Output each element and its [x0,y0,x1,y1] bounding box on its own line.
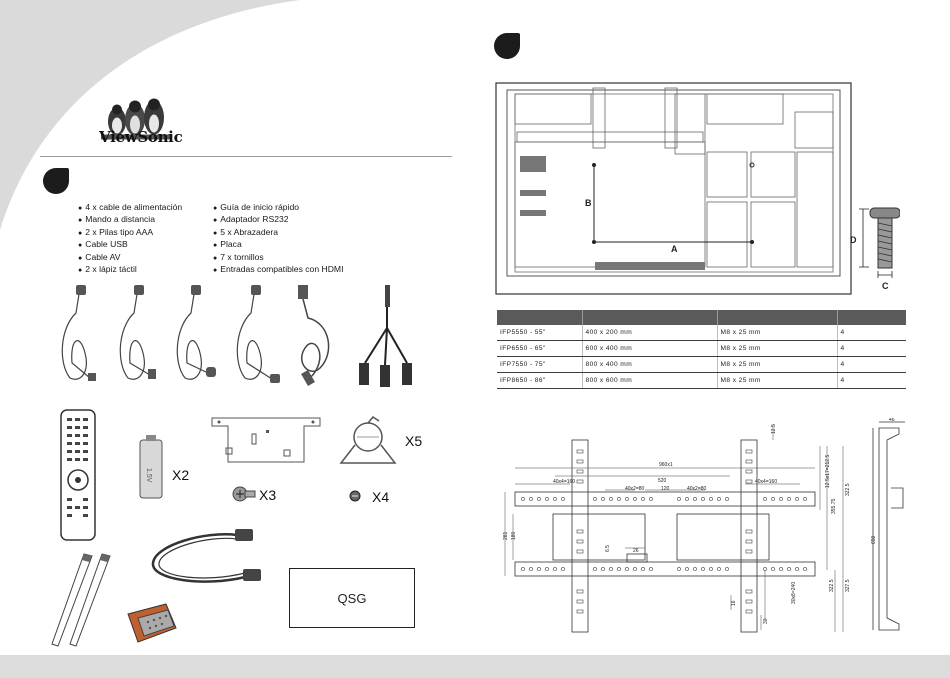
small-screw-quantity: X4 [372,489,390,505]
dimension-label-b: B [585,198,592,208]
vesa-cell: 400 x 200 mm [582,325,717,341]
quantity-cell: 4 [837,341,906,357]
quick-start-guide-box: QSG [289,568,415,628]
accessory-item: ● Cable USB [78,239,182,251]
bracket-side-profile [865,418,915,643]
dim-left-height: 281 [503,531,509,540]
accessory-item: ● Mando a distancia [78,214,182,226]
accessory-item: ● Entradas compatibles con HDMI [213,264,343,276]
dim-inner-right: 40x2=80 [687,486,707,492]
screw-illustration [230,484,258,508]
table-header-cell [717,310,837,325]
dim-inner-left: 40x2=80 [625,486,645,492]
accessory-item: ● 7 x tornillos [213,252,343,264]
dimension-label-a: A [671,244,678,254]
power-cables-illustration [50,283,290,388]
dim-offset-a: 322.5 [829,579,835,592]
accessory-item: ● 5 x Abrazadera [213,227,343,239]
clamp-quantity: X5 [405,433,423,449]
dim-side-depth: 46 [889,418,895,423]
dim-rail-lower: 30x8=240 [791,581,797,604]
dim-overall-width: 960x1 [659,462,673,468]
dim-top-offset: 12.5 [771,424,777,434]
table-header-cell [497,310,582,325]
dim-slot-width: 26 [633,548,639,554]
accessory-item: ● Adaptador RS232 [213,214,343,226]
quantity-cell: 4 [837,373,906,389]
battery-illustration [135,432,167,502]
wall-bracket-drawing [495,420,855,645]
dim-slot-height: 6.5 [605,545,611,552]
model-cell: IFP5550 - 55" [497,325,582,341]
vesa-cell: 800 x 400 mm [582,357,717,373]
step-badge-contents [43,168,69,194]
accessory-item: ● 2 x lápiz táctil [78,264,182,276]
dim-small-a: 16 [731,600,737,606]
dim-rail-side: 322.5 [845,483,851,496]
screw-cell: M8 x 25 mm [717,357,837,373]
dim-small-b: 30 [763,618,769,624]
table-row [497,373,906,389]
screw-cell: M8 x 25 mm [717,341,837,357]
table-row [497,341,906,357]
stylus-pens-illustration [40,550,120,650]
step-badge-mounting [494,33,520,59]
accessory-item: ● 2 x Pilas tipo AAA [78,227,182,239]
battery-voltage-text: 1.5V [145,468,152,483]
model-cell: IFP8650 - 86" [497,373,582,389]
accessory-item: ● 4 x cable de alimentación [78,202,182,214]
table-header-cell [582,310,717,325]
dim-left-inner-height: 180 [511,531,517,540]
mounting-plate-illustration [208,412,328,467]
dim-rail-mid: 355.75 [831,498,837,514]
dim-inner-center: 120 [661,486,670,492]
vesa-cell: 600 x 400 mm [582,341,717,357]
quantity-cell: 4 [837,357,906,373]
dim-total-height: 650 [871,535,877,544]
table-row [497,325,906,341]
dim-center-span: 520 [658,478,667,484]
footer-band [0,655,950,678]
remote-control-illustration [55,408,103,543]
vesa-spec-table [497,310,906,389]
dim-rail-top: 12.5x17=212.5 [825,454,831,488]
quantity-cell: 4 [837,325,906,341]
table-header-row [497,310,906,325]
accessory-item: ● Cable AV [78,252,182,264]
hdmi-cable-illustration [145,525,270,595]
rs232-adapter-illustration [122,598,182,650]
table-row [497,357,906,373]
bolt-diagram [845,203,900,293]
screw-cell: M8 x 25 mm [717,373,837,389]
screw-cell: M8 x 25 mm [717,325,837,341]
table-header-cell [837,310,906,325]
dim-left-pattern: 40x4=160 [553,479,576,485]
model-cell: IFP7550 - 75" [497,357,582,373]
accessory-item: ● Placa [213,239,343,251]
model-cell: IFP6550 - 65" [497,341,582,357]
dim-offset-b: 327.5 [845,579,851,592]
accessory-item: ● Guía de inicio rápido [213,202,343,214]
accessory-list-left [78,202,182,276]
dimension-label-d: D [850,235,857,245]
av-cable-illustration [355,283,420,393]
screw-quantity: X3 [259,487,277,503]
usb-cable-illustration [290,283,350,388]
accessory-list-right [213,202,343,276]
section-divider [40,156,452,157]
dim-right-pattern: 40x4=160 [755,479,778,485]
brand-name: ViewSonic [99,128,183,146]
dimension-label-c: C [882,281,889,291]
small-screw-illustration [347,488,363,504]
vesa-cell: 800 x 600 mm [582,373,717,389]
rear-panel-diagram [495,82,855,298]
cable-clamp-illustration [335,415,403,470]
battery-quantity: X2 [172,467,190,483]
